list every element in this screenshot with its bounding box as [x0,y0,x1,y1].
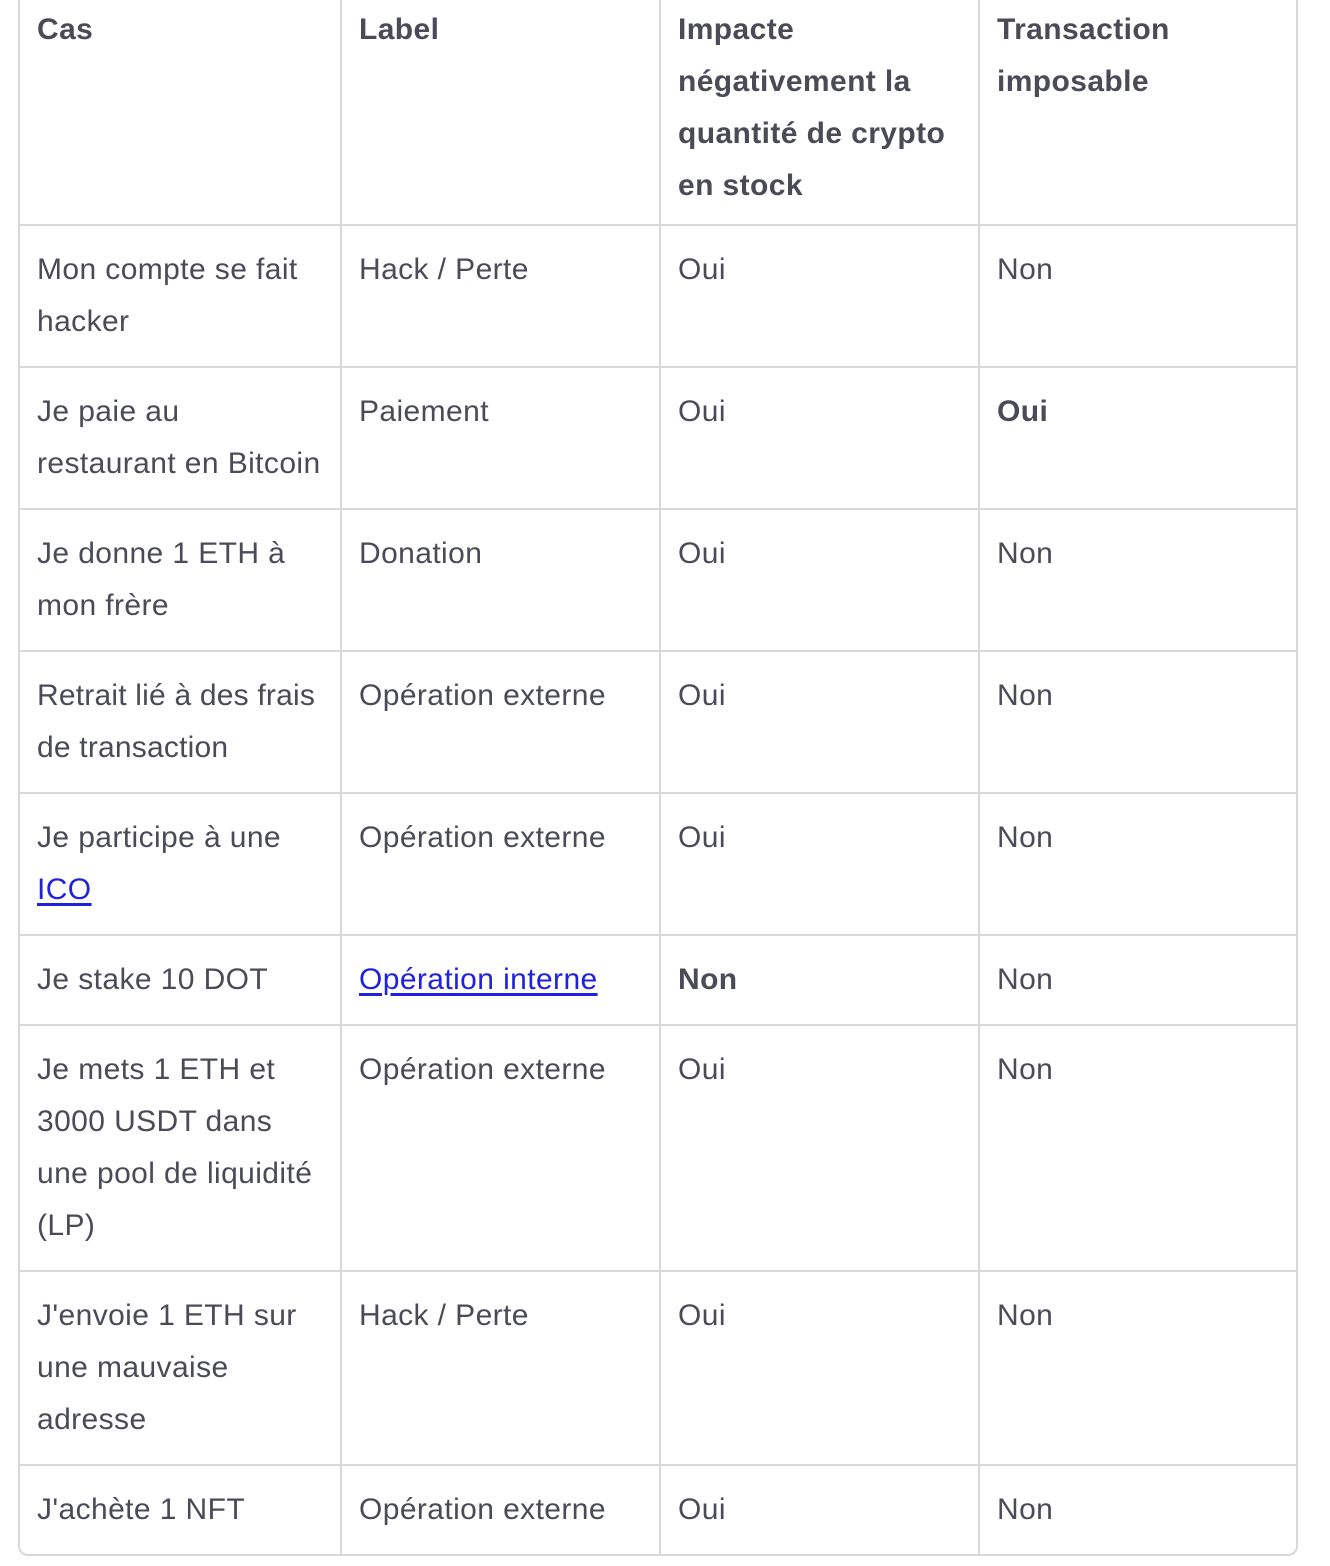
cell-label: Paiement [341,367,660,509]
table-row [20,651,1296,793]
cell-label: Donation [341,509,660,651]
table-row [20,1025,1296,1271]
cell-label: Opération externe [341,1465,660,1554]
cell-cas: Retrait lié à des frais de transaction [20,651,341,793]
cell-impact: Non [660,935,979,1025]
cell-taxable: Non [979,793,1296,935]
cell-label: Opération externe [341,651,660,793]
crypto-cases-table [20,0,1296,1554]
cell-cas: Je donne 1 ETH à mon frère [20,509,341,651]
header-cas: Cas [20,0,341,225]
cell-impact: Oui [660,225,979,367]
cell-cas-text: Je participe à une [37,821,282,854]
table-row [20,509,1296,651]
cell-taxable: Oui [979,367,1296,509]
cell-label [341,935,660,1025]
header-label: Label [341,0,660,225]
table-row [20,367,1296,509]
cell-cas: Je paie au restaurant en Bitcoin [20,367,341,509]
cell-impact: Oui [660,793,979,935]
table-row [20,225,1296,367]
table-row [20,793,1296,935]
cell-taxable: Non [979,651,1296,793]
cell-taxable: Non [979,1025,1296,1271]
cell-cas: J'envoie 1 ETH sur une mauvaise adresse [20,1271,341,1465]
cell-taxable: Non [979,225,1296,367]
cell-impact: Oui [660,367,979,509]
cell-cas: J'achète 1 NFT [20,1465,341,1554]
table-row [20,935,1296,1025]
cell-cas [20,793,341,935]
cell-cas: Mon compte se fait hacker [20,225,341,367]
cell-label: Opération externe [341,793,660,935]
cell-label: Hack / Perte [341,225,660,367]
cell-taxable: Non [997,1493,1054,1526]
crypto-cases-table-container [18,0,1298,1556]
table-header-row [20,0,1296,225]
header-taxable: Transaction imposable [979,0,1296,225]
cell-taxable: Non [979,509,1296,651]
cell-cas: Je mets 1 ETH et 3000 USDT dans une pool de liquidité (LP) [20,1025,341,1271]
cell-impact: Oui [660,1271,979,1465]
table-row [20,1271,1296,1465]
ico-link[interactable]: ICO [37,873,92,906]
cell-cas: Je stake 10 DOT [20,935,341,1025]
cell-taxable: Non [979,1271,1296,1465]
header-impact: Impacte négativement la quantité de crypto en stock [660,0,979,225]
cell-taxable: Non [979,935,1296,1025]
operation-interne-link[interactable]: Opération interne [359,963,598,996]
cell-impact: Oui [660,509,979,651]
cell-label: Hack / Perte [341,1271,660,1465]
cell-label: Opération externe [341,1025,660,1271]
cell-impact: Oui [660,651,979,793]
cell-impact: Oui [660,1025,979,1271]
cell-impact: Oui [660,1465,979,1554]
table-row [20,1465,1296,1554]
